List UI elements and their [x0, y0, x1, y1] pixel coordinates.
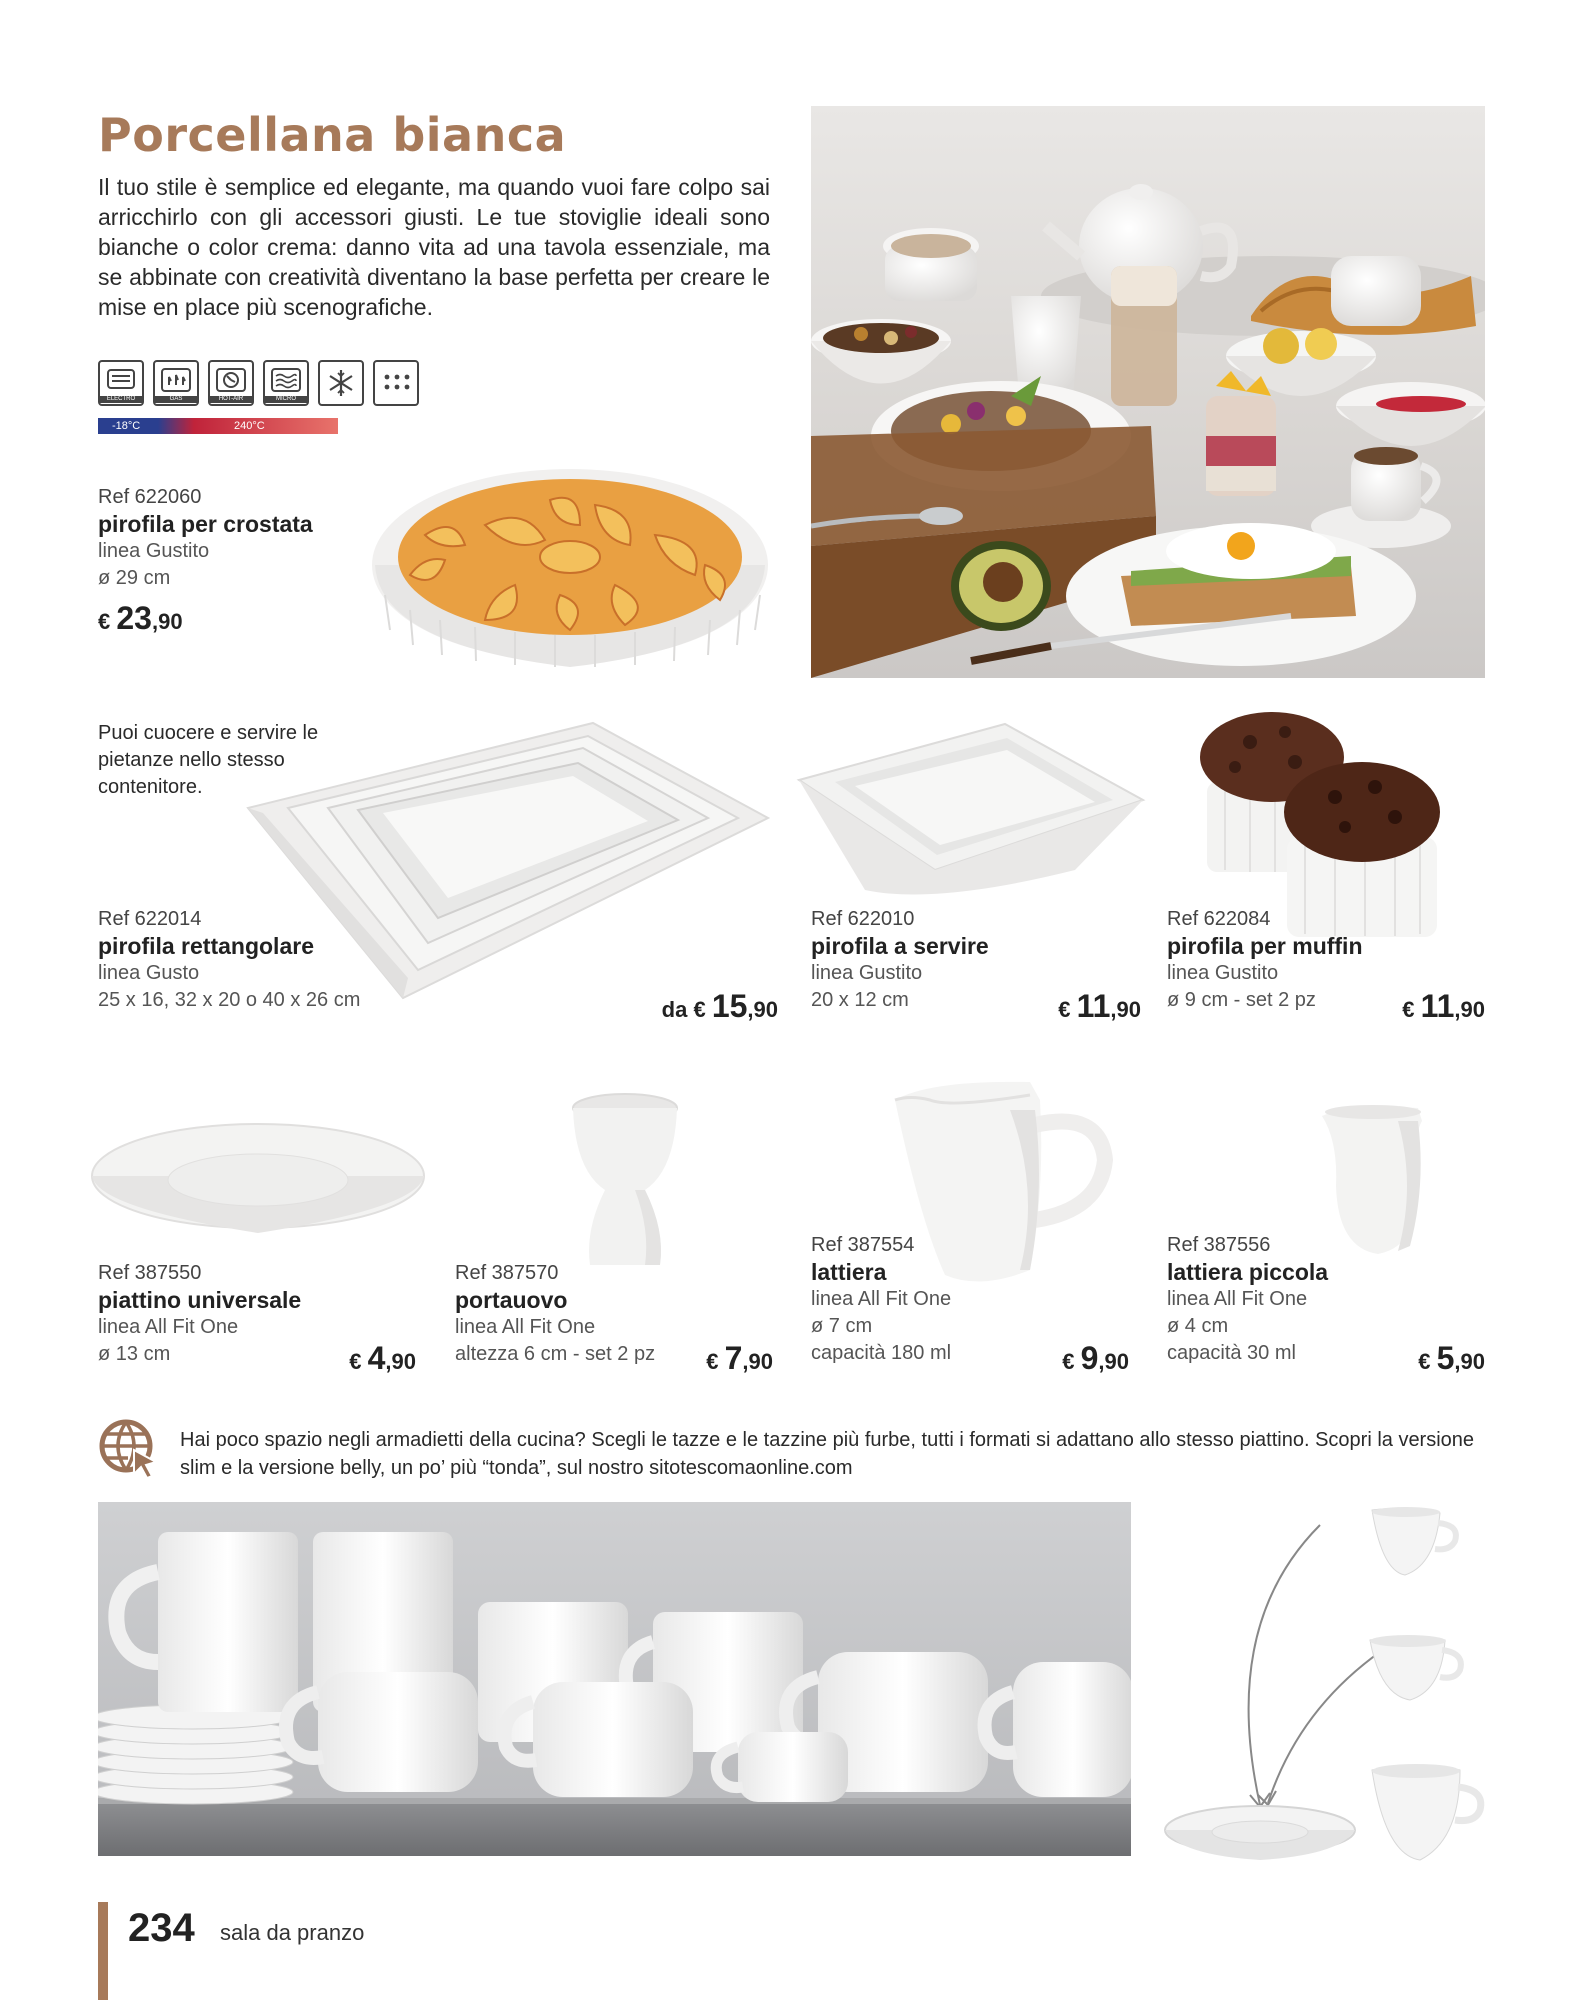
product-name: pirofila per muffin [1167, 933, 1363, 959]
product-size: 25 x 16, 32 x 20 o 40 x 26 cm [98, 989, 361, 1011]
usage-icons [98, 360, 419, 406]
electric-oven-icon: ELECTRO [98, 360, 144, 406]
product-ref: Ref 622010 [811, 908, 915, 930]
temp-max: 240°C [234, 420, 265, 432]
serving-dish-image [795, 720, 1147, 910]
product-size: ø 9 cm - set 2 pz [1167, 989, 1316, 1011]
product-ref: Ref 387570 [455, 1262, 559, 1284]
callout-text: Puoi cuocere e servire le pietanze nello stesso contenitore. [98, 722, 319, 798]
egg-cup-image [565, 1090, 685, 1275]
product-line: linea All Fit One [98, 1316, 239, 1338]
product-622014 [98, 908, 778, 1024]
intro-text: Il tuo stile è semplice ed elegante, ma quando vuoi fare colpo sai arricchirlo con gli accessori giusti. Le tue stoviglie ideali sono bianche o color crema: danno vita ad una tavola essenziale, ma se abbinate con creatività diventano la base perfetta per creare le mise en place più scenografiche. [98, 174, 770, 320]
temperature-range-bar [98, 418, 338, 434]
product-name: portauovo [455, 1287, 568, 1313]
dishwasher-icon [373, 360, 419, 406]
page-number: 234 [128, 1906, 195, 1950]
product-line: linea All Fit One [811, 1288, 952, 1310]
product-name: pirofila per crostata [98, 511, 313, 537]
product-line: linea Gustito [1167, 962, 1279, 984]
temp-min: -18°C [112, 420, 141, 432]
cups-saucer-image [1150, 1505, 1490, 1872]
product-size: altezza 6 cm - set 2 pz [455, 1343, 656, 1365]
product-price: € 5,90 [1418, 1340, 1485, 1376]
product-ref: Ref 622060 [98, 486, 202, 508]
footer-accent-bar [98, 1902, 108, 2000]
page-title: Porcellana bianca [98, 108, 567, 162]
hot-air-oven-icon: HOT-AIR [208, 360, 254, 406]
product-387556 [1167, 1234, 1485, 1376]
product-line: linea All Fit One [455, 1316, 596, 1338]
product-ref: Ref 622084 [1167, 908, 1271, 930]
product-price: € 11,90 [1402, 988, 1485, 1024]
product-price: € 23,90 [98, 600, 183, 636]
product-size: ø 7 cm [811, 1315, 873, 1337]
product-line: linea Gustito [811, 962, 923, 984]
tip-text: Hai poco spazio negli armadietti della cucina? Scegli le tazze e le tazzine più furbe, tutti i formati si adattano allo stesso piattino. Scopri la versione slim e la versione belly, un po’ più “tonda”, sul nostro sitotescomaonline.com [180, 1429, 1475, 1479]
product-size: ø 29 cm [98, 567, 171, 589]
product-622010 [811, 908, 1141, 1024]
breakfast-table-photo [811, 106, 1485, 678]
product-387570 [455, 1262, 773, 1376]
product-capacity: capacità 180 ml [811, 1342, 952, 1364]
product-price: € 7,90 [706, 1340, 773, 1376]
product-name: lattiera piccola [1167, 1259, 1329, 1285]
tart-dish-image [365, 445, 775, 675]
gas-oven-icon: GAS [153, 360, 199, 406]
product-622084 [1167, 908, 1485, 1024]
product-price: da € 15,90 [661, 988, 778, 1024]
product-line: linea All Fit One [1167, 1288, 1308, 1310]
product-size: ø 13 cm [98, 1343, 171, 1365]
product-ref: Ref 387556 [1167, 1234, 1271, 1256]
product-line: linea Gusto [98, 962, 200, 984]
globe-cursor-icon [98, 1418, 160, 1485]
product-price: € 11,90 [1058, 988, 1141, 1024]
microwave-icon: MICRO [263, 360, 309, 406]
product-name: lattiera [811, 1259, 887, 1285]
product-size: 20 x 12 cm [811, 989, 909, 1011]
product-price: € 4,90 [349, 1340, 416, 1376]
product-ref: Ref 387554 [811, 1234, 915, 1256]
freezer-icon [318, 360, 364, 406]
section-name: sala da pranzo [220, 1920, 365, 1945]
product-name: piattino universale [98, 1287, 302, 1313]
product-name: pirofila a servire [811, 933, 989, 959]
product-size: ø 4 cm [1167, 1315, 1229, 1337]
product-387550 [98, 1262, 416, 1376]
product-ref: Ref 622014 [98, 908, 202, 930]
product-ref: Ref 387550 [98, 1262, 202, 1284]
product-622060 [98, 486, 418, 637]
saucer-image [88, 1118, 428, 1243]
product-line: linea Gustito [98, 540, 210, 562]
cups-shelf-photo [98, 1502, 1131, 1856]
product-name: pirofila rettangolare [98, 933, 314, 959]
product-387554 [811, 1234, 1129, 1376]
product-price: € 9,90 [1062, 1340, 1129, 1376]
product-capacity: capacità 30 ml [1167, 1342, 1296, 1364]
